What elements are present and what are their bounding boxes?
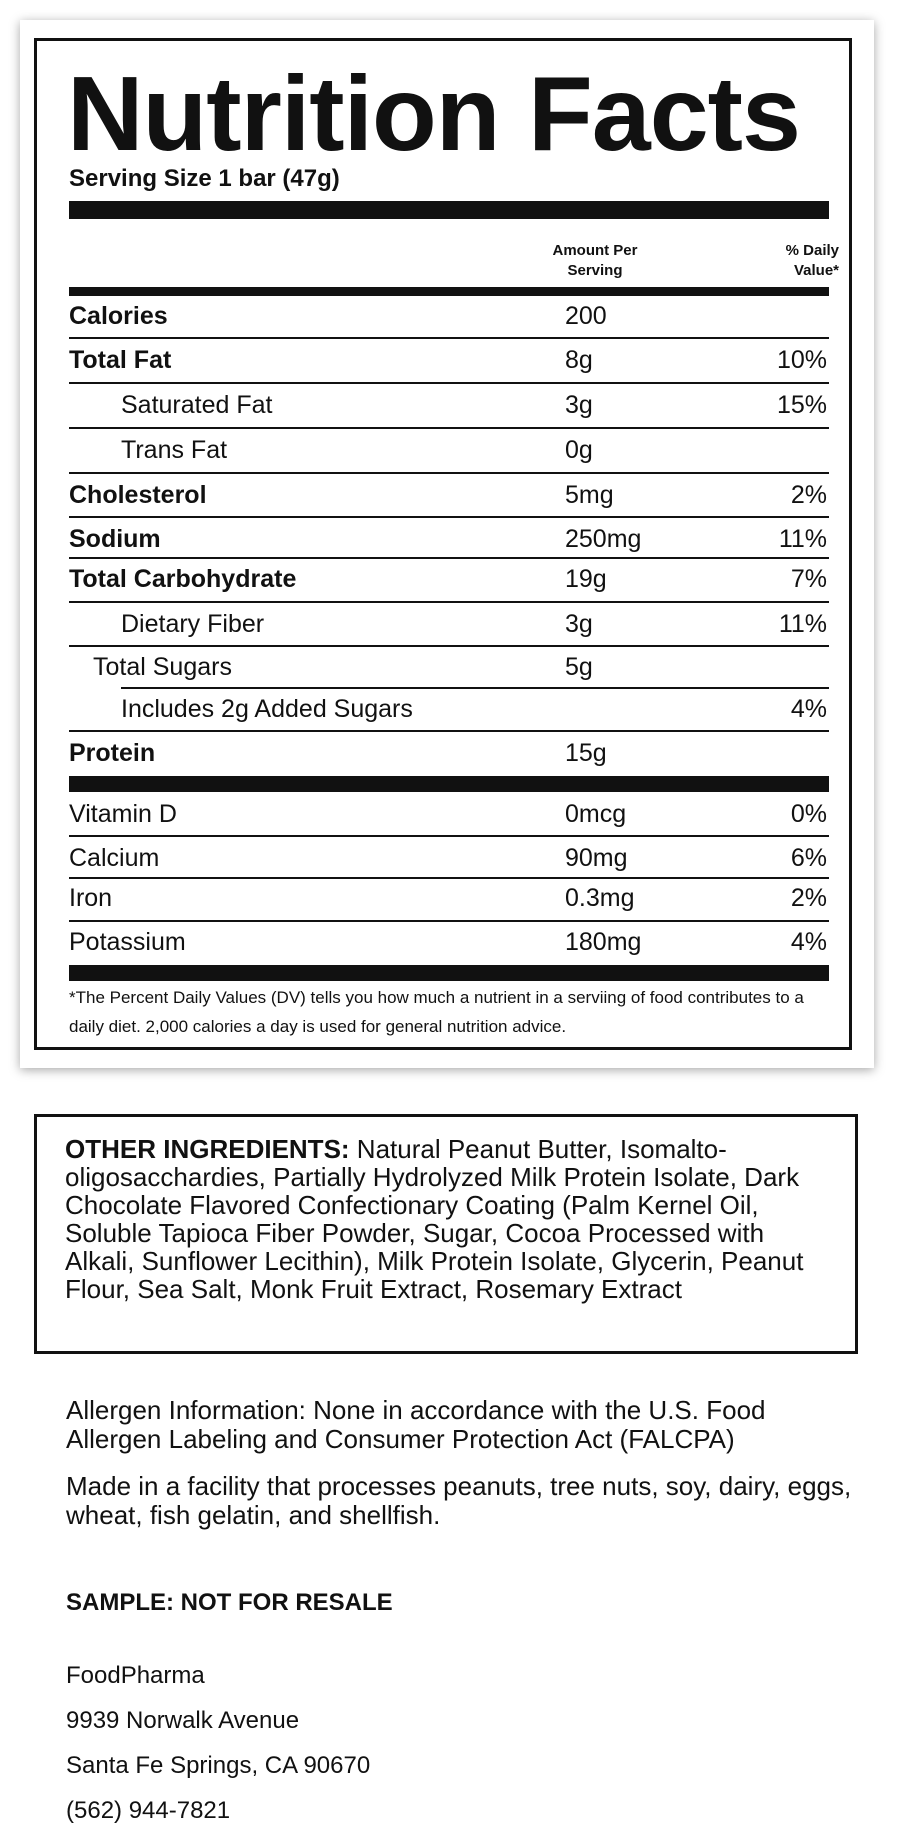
nutrient-amount: 200: [565, 302, 607, 330]
nutrient-label: Trans Fat: [121, 436, 228, 464]
nutrient-amount: 3g: [565, 391, 593, 419]
nutrient-label: Total Carbohydrate: [69, 565, 297, 593]
nutrient-row: [37, 519, 855, 559]
dv-header-line2: Value*: [793, 262, 839, 279]
sample-notice: SAMPLE: NOT FOR RESALE: [66, 1589, 393, 1616]
nutrient-amount: 0g: [565, 436, 593, 464]
city-state-zip: Santa Fe Springs, CA 90670: [66, 1752, 371, 1779]
nutrient-dv: 2%: [790, 481, 827, 509]
vitamin-row: [37, 922, 855, 962]
company-name: FoodPharma: [66, 1662, 205, 1689]
vitamin-dv: 6%: [790, 844, 827, 872]
nutrient-amount: 5g: [565, 653, 593, 681]
nutrient-dv: 7%: [790, 565, 827, 593]
nutrient-row: [37, 647, 855, 687]
amount-header-line1: Amount Per: [552, 242, 638, 259]
vitamin-amount: 0mcg: [565, 800, 627, 828]
daily-value-footnote: *The Percent Daily Values (DV) tells you how much a nutrient in a serviing of food contributes to a daily diet. 2,000 calories a day is used for general nutrition advice.: [69, 988, 804, 1036]
medium-divider: [69, 287, 829, 296]
row-divider: [69, 382, 829, 384]
nutrient-dv: 4%: [790, 695, 827, 723]
row-divider: [69, 472, 829, 474]
street-address: 9939 Norwalk Avenue: [66, 1707, 300, 1734]
serving-size: Serving Size 1 bar (47g): [69, 165, 340, 192]
nutrient-dv: 11%: [778, 525, 827, 553]
facility-statement: Made in a facility that processes peanuts, tree nuts, soy, dairy, eggs, wheat, fish gelatin, and shellfish.: [66, 1471, 852, 1530]
vitamin-row: [37, 794, 855, 834]
nutrient-dv: 15%: [776, 391, 827, 419]
nutrient-label: Protein: [69, 739, 156, 767]
amount-header-line2: Serving: [567, 262, 623, 279]
nutrient-label: Saturated Fat: [121, 391, 273, 419]
ingredients-text: Natural Peanut Butter, Isomalto-oligosacchardies, Partially Hydrolyzed Milk Protein Isolate, Dark Chocolate Flavored Confectionary Coating (Palm Kernel Oil, Soluble Tapioca Fiber Powder, Sugar, Cocoa Processed with Alkali, Sunflower Lecithin), Milk Protein Isolate, Glycerin, Peanut Flour, Sea Salt, Monk Fruit Extract, Rosemary Extract: [65, 1134, 804, 1304]
row-divider: [69, 730, 829, 732]
phone-number: (562) 944-7821: [66, 1797, 231, 1824]
thick-divider: [69, 965, 829, 981]
nutrient-amount: 19g: [565, 565, 607, 593]
nutrient-row: [37, 385, 855, 425]
vitamin-amount: 180mg: [565, 928, 642, 956]
row-divider: [69, 427, 829, 429]
nutrient-label: Total Sugars: [93, 653, 232, 681]
nutrient-row: [37, 475, 855, 515]
nutrient-row: [37, 559, 855, 599]
nutrition-facts-panel: [34, 38, 852, 1050]
row-divider: [69, 516, 829, 518]
thick-divider: [69, 201, 829, 219]
nutrient-label: Cholesterol: [69, 481, 207, 509]
nutrient-dv: 10%: [776, 346, 827, 374]
amount-per-serving-header: [515, 241, 675, 281]
nutrient-amount: 15g: [565, 739, 607, 767]
nutrient-row: [37, 430, 855, 470]
vitamin-dv: 4%: [790, 928, 827, 956]
vitamin-row: [37, 878, 855, 918]
nutrient-amount: 8g: [565, 346, 593, 374]
nutrient-label: Includes 2g Added Sugars: [121, 695, 413, 723]
row-divider: [69, 835, 829, 837]
vitamin-amount: 0.3mg: [565, 884, 635, 912]
thick-divider: [69, 776, 829, 792]
nutrient-row: [37, 340, 855, 380]
vitamin-label: Potassium: [69, 928, 186, 956]
vitamin-dv: 0%: [790, 800, 827, 828]
row-divider: [69, 601, 829, 603]
nutrient-amount: 5mg: [565, 481, 614, 509]
nutrition-facts-title: Nutrition Facts: [67, 55, 800, 173]
nutrient-row: [37, 733, 855, 773]
allergen-information: Allergen Information: None in accordance with the U.S. Food Allergen Labeling and Consumer Protection Act (FALCPA): [66, 1395, 766, 1454]
vitamin-row: [37, 838, 855, 878]
nutrient-row: [37, 604, 855, 644]
nutrient-label: Sodium: [69, 525, 161, 553]
daily-value-header: [729, 241, 839, 281]
nutrient-row: [37, 296, 855, 336]
row-divider: [69, 337, 829, 339]
ingredients-box: [34, 1114, 858, 1354]
nutrient-row: [37, 689, 855, 729]
nutrient-label: Calories: [69, 302, 168, 330]
nutrient-label: Dietary Fiber: [121, 610, 265, 638]
ingredients-label: OTHER INGREDIENTS:: [65, 1134, 350, 1164]
nutrient-amount: 3g: [565, 610, 593, 638]
vitamin-label: Iron: [69, 884, 113, 912]
nutrient-amount: 250mg: [565, 525, 642, 553]
nutrition-facts-card: [20, 20, 874, 1068]
dv-header-line1: % Daily: [785, 242, 839, 259]
nutrient-dv: 11%: [778, 610, 827, 638]
vitamin-dv: 2%: [790, 884, 827, 912]
vitamin-amount: 90mg: [565, 844, 628, 872]
nutrient-label: Total Fat: [69, 346, 172, 374]
vitamin-label: Vitamin D: [69, 800, 177, 828]
vitamin-label: Calcium: [69, 844, 160, 872]
